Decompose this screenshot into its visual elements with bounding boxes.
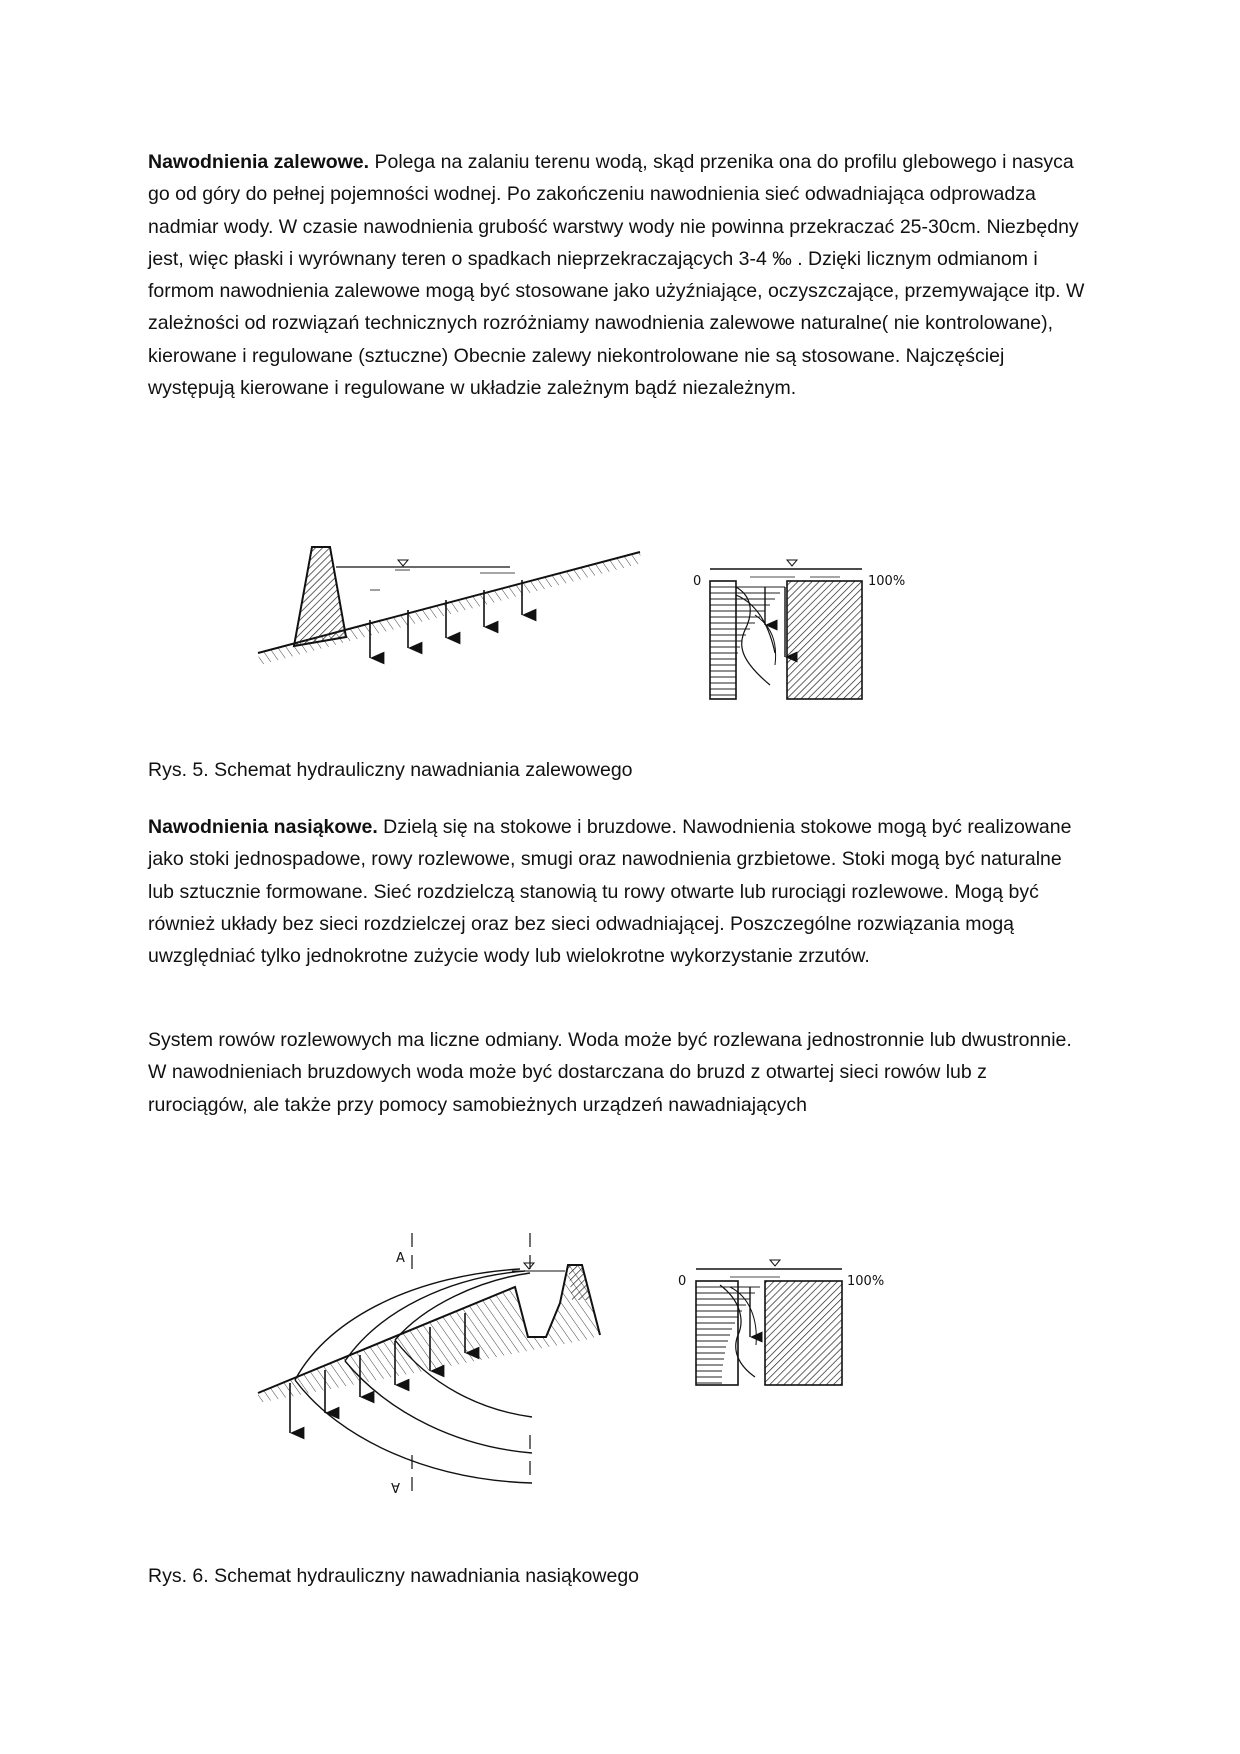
text-spreading-ditches: System rowów rozlewowych ma liczne odmiany. Woda może być rozlewana jednostronnie lub dwustronnie. W nawodnieniach bruzdowych woda może być dostarczana do bruzd z otwartej sieci rowów lub z rurociągów, ale także przy pomocy samobieżnych urządzeń nawadniających	[148, 1029, 1072, 1116]
text-flood-irrigation: Polega na zalaniu terenu wodą, skąd przenika ona do profilu glebowego i nasyca go od góry do pełnej pojemności wodnej. Po zakończeniu nawodnienia sieć odwadniająca odprowadza nadmiar wody. W czasie nawodnienia grubość warstwy wody nie powinna przekraczać 25-30cm. Niezbędny jest, więc płaski i wyrównany teren o spadkach nieprzekraczających 3-4 ‰ . Dzięki licznym odmianom i formom nawodnienia zalewowe mogą być stosowane jako użyźniające, oczyszczające, przemywające itp. W zależności od rozwiązań technicznych rozróżniamy nawodnienia zalewowe naturalne( nie kontrolowane), kierowane i regulowane (sztuczne) Obecnie zalewy niekontrolowane nie są stosowane. Najczęściej występują kierowane i regulowane w układzie zależnym bądź niezależnym.	[148, 151, 1085, 400]
paragraph-flood-irrigation	[148, 146, 1088, 404]
text-soaking-irrigation: Dzielą się na stokowe i bruzdowe. Nawodnienia stokowe mogą być realizowane jako stoki jednospadowe, rowy rozlewowe, smugi oraz nawodnienia grzbietowe. Stoki mogą być naturalne lub sztucznie formowane. Sieć rozdzielczą stanowią tu rowy otwarte lub rurociągi rozlewowe. Mogą być również układy bez sieci rozdzielczej oraz bez sieci odwadniającej. Poszczególne rozwiązania mogą uwzględniać tylko jednokrotne zużycie wody lub wielokrotne wykorzystanie zrzutów.	[148, 816, 1072, 968]
profile2-label-hundred: 100%	[847, 1274, 885, 1289]
heading-flood-irrigation: Nawodnienia zalewowe.	[148, 151, 370, 173]
paragraph-spreading-ditches	[148, 1024, 1088, 1121]
profile-label-hundred: 100%	[868, 574, 906, 589]
figure1-caption: Rys. 5. Schemat hydrauliczny nawadniania zalewowego	[148, 759, 633, 781]
moisture-profile-diagram-2	[678, 1260, 884, 1385]
paragraph-soaking-irrigation	[148, 811, 1088, 972]
profile2-label-zero: 0	[678, 1274, 687, 1289]
figure2-caption: Rys. 6. Schemat hydrauliczny nawadniania nasiąkowego	[148, 1565, 640, 1587]
section-label-a-bottom: A	[391, 1479, 400, 1494]
figure-flood-irrigation-diagram	[250, 535, 910, 705]
profile-label-zero: 0	[693, 574, 702, 589]
slope-diagram	[258, 547, 642, 665]
heading-soaking-irrigation: Nawodnienia nasiąkowe.	[148, 816, 378, 838]
moisture-profile-diagram	[693, 560, 905, 699]
figure-soaking-irrigation-diagram	[250, 1225, 910, 1505]
section-label-a-top: A	[396, 1251, 405, 1266]
ridge-furrow-diagram	[258, 1233, 600, 1494]
